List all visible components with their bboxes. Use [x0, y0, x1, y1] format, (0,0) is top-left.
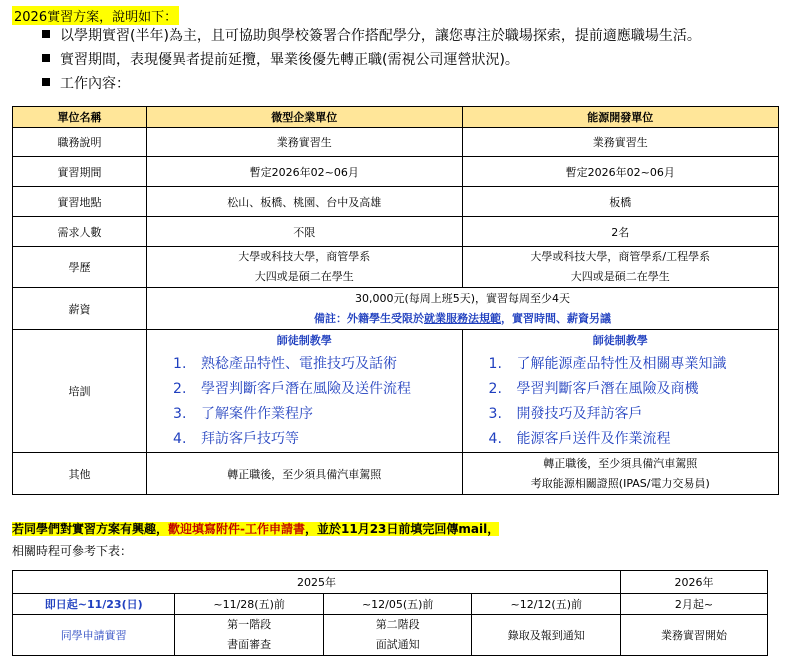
list-item: 3. 了解案件作業程序: [173, 406, 314, 422]
list-item: 2. 學習判斷客戶潛在風險及商機: [488, 381, 699, 397]
header-micro-enterprise: 微型企業單位: [147, 107, 463, 128]
table-row: [13, 453, 779, 495]
square-bullet-icon: [42, 30, 50, 38]
step-cell: 同學申請實習: [13, 615, 175, 656]
list-item: 4. 能源客戶送件及作業流程: [488, 431, 671, 447]
table-row: [13, 187, 779, 217]
date-cell: ~11/28(五)前: [175, 594, 324, 615]
step-cell: 錄取及報到通知: [472, 615, 621, 656]
step-cell: 業務實習開始: [621, 615, 768, 656]
year-row: [13, 571, 768, 594]
date-cell: ~12/12(五)前: [472, 594, 621, 615]
cell: 大學或科技大學，商管學系/工程學系 大四或是碩二在學生: [462, 247, 778, 288]
page-title: 2026實習方案，說明如下：: [12, 6, 179, 25]
date-cell: 2月起~: [621, 594, 768, 615]
employment-law-link[interactable]: 就業服務法規範: [424, 311, 502, 325]
step-row: [13, 615, 768, 656]
training-cell-micro: [147, 330, 463, 453]
row-label: 培訓: [13, 330, 147, 453]
training-list: [151, 352, 458, 452]
table-header-row: [13, 107, 779, 128]
bullet-item: 以學期實習(半年)為主，且可協助與學校簽署合作搭配學分，讓您專注於職場探索，提前適應職場生活。: [42, 24, 701, 48]
bullet-item: 實習期間，表現優異者提前延攬，畢業後優先轉正職(需視公司運營狀況)。: [42, 48, 701, 72]
cell: 業務實習生: [462, 128, 778, 157]
row-label: 其他: [13, 453, 147, 495]
cell: 轉正職後，至少須具備汽車駕照 考取能源相關證照(IPAS/電力交易員): [462, 453, 778, 495]
step-cell: 第二階段 面試通知: [323, 615, 472, 656]
table-row: [13, 247, 779, 288]
salary-cell: 30,000元(每周上班5天)，實習每周至少4天 備註：外籍學生受限於就業服務法規範，實習時間、薪資另議: [147, 288, 779, 330]
list-item: 1. 了解能源產品特性及相關專業知識: [488, 356, 727, 372]
square-bullet-icon: [42, 78, 50, 86]
list-item: 3. 開發技巧及拜訪客戶: [488, 406, 643, 422]
table-row: [13, 217, 779, 247]
row-label: 實習地點: [13, 187, 147, 217]
training-cell-energy: [462, 330, 778, 453]
cell: 松山、板橋、桃園、台中及高雄: [147, 187, 463, 217]
training-list: [467, 352, 774, 452]
date-cell: ~12/05(五)前: [323, 594, 472, 615]
cell: 大學或科技大學，商管學系 大四或是碩二在學生: [147, 247, 463, 288]
cell: 暫定2026年02~06月: [462, 157, 778, 187]
bullet-item: 工作內容：: [42, 72, 701, 96]
list-item: 2. 學習判斷客戶潛在風險及送件流程: [173, 381, 412, 397]
header-unit-name: 單位名稱: [13, 107, 147, 128]
schedule-table: [12, 570, 768, 656]
salary-note: 備註：外籍學生受限於就業服務法規範，實習時間、薪資另議: [314, 311, 612, 325]
row-label: 薪資: [13, 288, 147, 330]
row-label: 需求人數: [13, 217, 147, 247]
table-row: [13, 330, 779, 453]
internship-table: [12, 106, 779, 495]
cell: 暫定2026年02~06月: [147, 157, 463, 187]
year-2026: 2026年: [621, 571, 768, 594]
training-title: 師徒制教學: [276, 334, 332, 347]
cell: 不限: [147, 217, 463, 247]
intro-bullet-list: [42, 24, 701, 96]
header-energy-dev: 能源開發單位: [462, 107, 778, 128]
schedule-caption: 相關時程可參考下表：: [12, 544, 133, 558]
row-label: 職務說明: [13, 128, 147, 157]
table-row: [13, 157, 779, 187]
cell: 業務實習生: [147, 128, 463, 157]
date-row: [13, 594, 768, 615]
table-row: [13, 288, 779, 330]
cell: 2名: [462, 217, 778, 247]
cell: 板橋: [462, 187, 778, 217]
date-cell: 即日起~11/23(日): [13, 594, 175, 615]
row-label: 實習期間: [13, 157, 147, 187]
table-row: [13, 128, 779, 157]
step-cell: 第一階段 書面審查: [175, 615, 324, 656]
cell: 轉正職後，至少須具備汽車駕照: [147, 453, 463, 495]
list-item: 4. 拜訪客戶技巧等: [173, 431, 300, 447]
list-item: 1. 熟稔產品特性、電推技巧及話術: [173, 356, 398, 372]
square-bullet-icon: [42, 54, 50, 62]
training-title: 師徒制教學: [592, 334, 648, 347]
year-2025: 2025年: [13, 571, 621, 594]
row-label: 學歷: [13, 247, 147, 288]
application-form-note: 歡迎填寫附件-工作申請書: [168, 522, 305, 536]
invite-notice: 若同學們對實習方案有興趣，歡迎填寫附件-工作申請書，並於11月23日前填完回傳mail，: [12, 522, 500, 536]
